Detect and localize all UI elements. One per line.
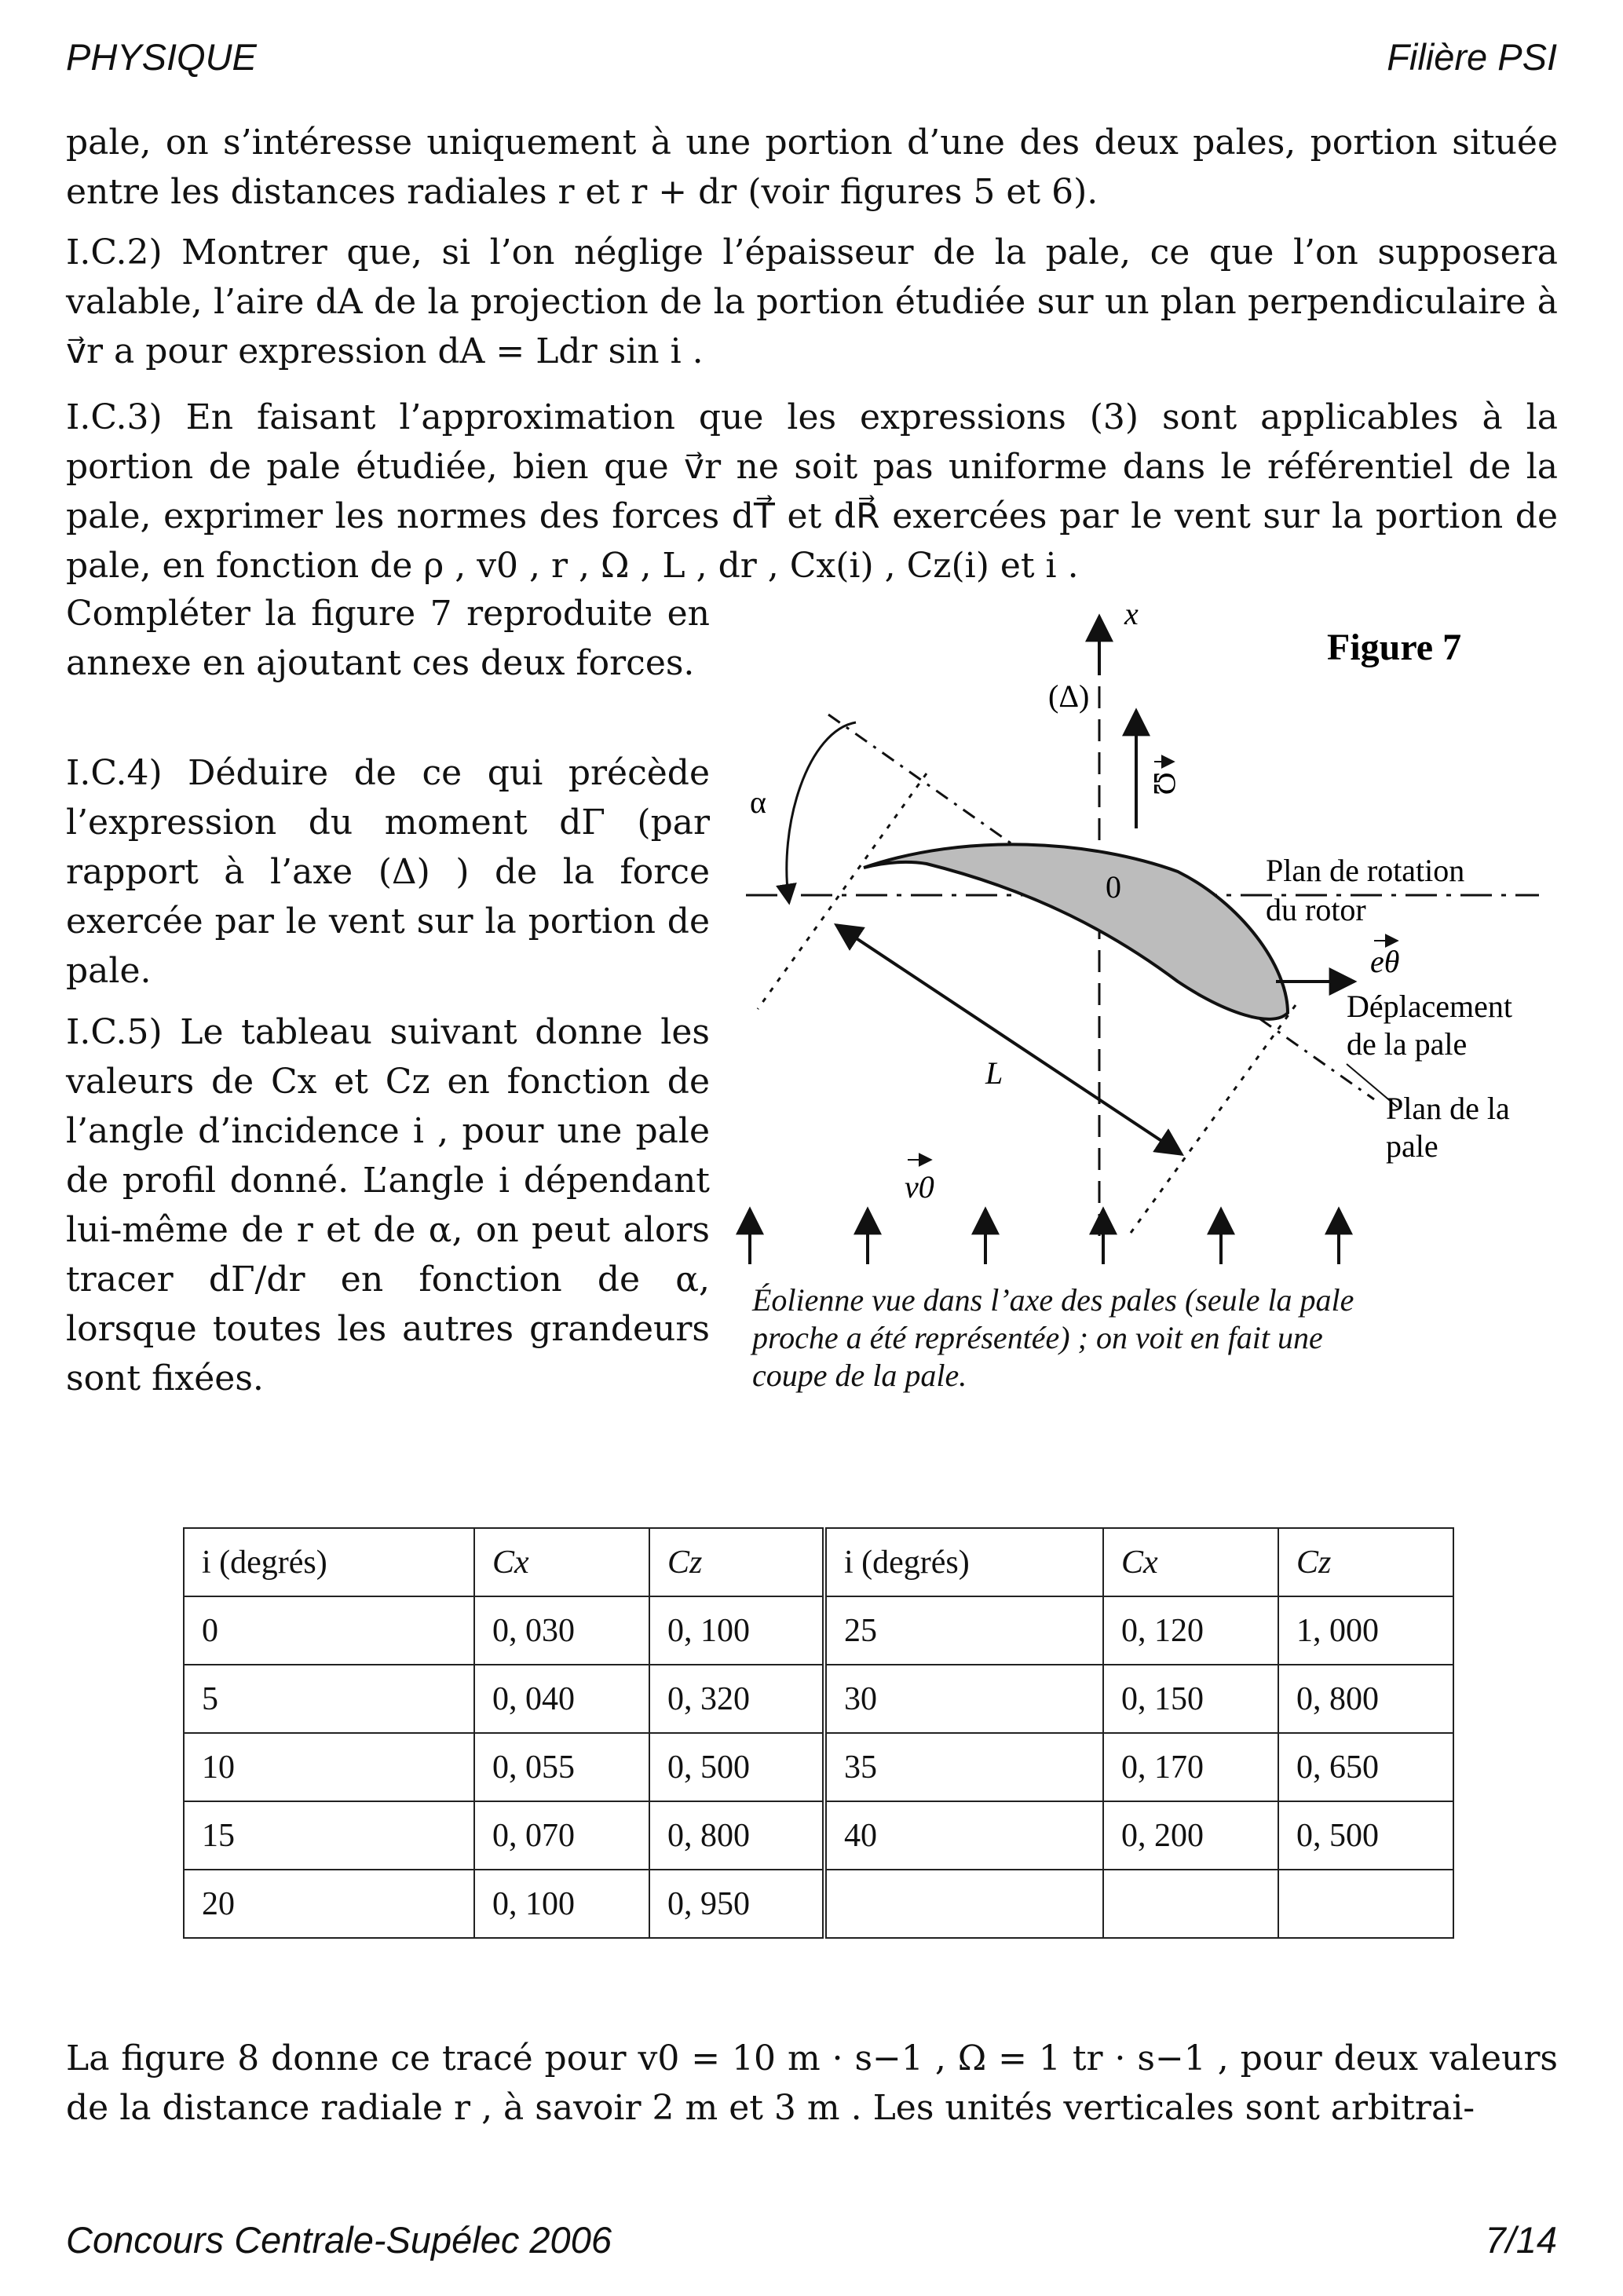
label-deplacement-1: Déplacement <box>1347 989 1512 1024</box>
label-delta: (Δ) <box>1048 678 1090 714</box>
label-L: L <box>985 1055 1003 1091</box>
header-cell: Cx <box>474 1528 649 1596</box>
label-alpha: α <box>750 784 766 820</box>
dotted-right <box>1131 1005 1296 1233</box>
paragraph-complete-fig7: Compléter la figure 7 reproduite en annexe en ajoutant ces deux forces. <box>66 594 710 683</box>
paragraph-ic5: I.C.5) Le tableau suivant donne les valeurs de Cx et Cz en fonction de l’angle d’incidence i , pour une pale de profil donné. L’angle i dépendant lui-même de r et de α, on peut alors tracer dΓ/dr en fonction de α, lorsque toutes les autres grandeurs sont fixées. <box>66 1012 710 1398</box>
label-omega: Ω <box>1147 772 1183 795</box>
paragraph-ic4: I.C.4) Déduire de ce qui précède l’expression du moment dΓ (par rapport à l’axe (Δ) ) de la force exercée par le vent sur la portion de pale. <box>66 753 710 991</box>
dotted-left <box>758 773 927 1009</box>
table-row: 10 0, 055 0, 500 35 0, 170 0, 650 <box>184 1733 1453 1801</box>
table-row: 15 0, 070 0, 800 40 0, 200 0, 500 <box>184 1801 1453 1870</box>
blade-section <box>864 844 1288 1018</box>
table-row: 20 0, 100 0, 950 <box>184 1870 1453 1938</box>
paragraph-ic2: I.C.2) Montrer que, si l’on néglige l’épaisseur de la pale, ce que l’on supposera valable, l’aire dA de la projection de la portion étudiée sur un plan perpendiculaire à v⃗r a pour expression dA = Ldr sin i . <box>66 232 1558 371</box>
label-deplacement-2: de la pale <box>1347 1026 1468 1062</box>
alpha-arc <box>787 722 856 903</box>
figure-caption-2: proche a été représentée) ; on voit en fait une <box>752 1320 1323 1355</box>
coefficients-table <box>183 1527 1454 1939</box>
figure-title: Figure 7 <box>1327 627 1462 668</box>
header-cell: Cx <box>1103 1528 1278 1596</box>
paragraph-ic3: I.C.3) En faisant l’approximation que les expressions (3) sont applicables à la portion de pale étudiée, bien que v⃗r ne soit pas uniforme dans le référentiel de la pale, exprimer les normes des forces dT⃗ et dR⃗ exercées par le vent sur la portion de pale, en fonction de ρ , v0 , r , Ω , L , dr , Cx(i) , Cz(i) et i . <box>66 397 1558 586</box>
header-cell: Cz <box>1278 1528 1453 1596</box>
footer-right: 7/14 <box>1485 2219 1557 2261</box>
figure-caption-3: coupe de la pale. <box>752 1358 967 1393</box>
label-v0: v0 <box>905 1169 934 1205</box>
label-plan-rotation-1: Plan de rotation <box>1266 853 1465 888</box>
table-header-row <box>184 1528 1453 1596</box>
figure-caption-1: Éolienne vue dans l’axe des pales (seule la pale <box>752 1282 1354 1318</box>
paragraph-1: pale, on s’intéresse uniquement à une portion d’une des deux pales, portion située entre les distances radiales r et r + dr (voir figures 5 et 6). <box>66 122 1558 212</box>
header-cell: i (degrés) <box>184 1528 474 1596</box>
table-row: 0 0, 030 0, 100 25 0, 120 1, 000 <box>184 1596 1453 1665</box>
wind-arrows <box>750 1209 1339 1264</box>
figure-7 <box>730 597 1578 1264</box>
label-origin: 0 <box>1106 869 1121 905</box>
label-plan-pale-1: Plan de la <box>1386 1091 1510 1126</box>
footer-left: Concours Centrale-Supélec 2006 <box>66 2219 612 2261</box>
header-cell: Cz <box>649 1528 824 1596</box>
header-cell: i (degrés) <box>824 1528 1103 1596</box>
table-row: 5 0, 040 0, 320 30 0, 150 0, 800 <box>184 1665 1453 1733</box>
label-plan-rotation-2: du rotor <box>1266 892 1366 927</box>
label-plan-pale-2: pale <box>1386 1128 1438 1164</box>
label-etheta: eθ <box>1370 944 1400 979</box>
header-right: Filière PSI <box>1387 36 1557 78</box>
header-left: PHYSIQUE <box>66 36 257 78</box>
length-arrow <box>836 925 1182 1154</box>
paragraph-figure8: La figure 8 donne ce tracé pour v0 = 10 m · s−1 , Ω = 1 tr · s−1 , pour deux valeurs de la distance radiale r , à savoir 2 m et 3 m . Les unités verticales sont arbitrai- <box>66 2038 1558 2128</box>
label-x: x <box>1124 597 1139 631</box>
